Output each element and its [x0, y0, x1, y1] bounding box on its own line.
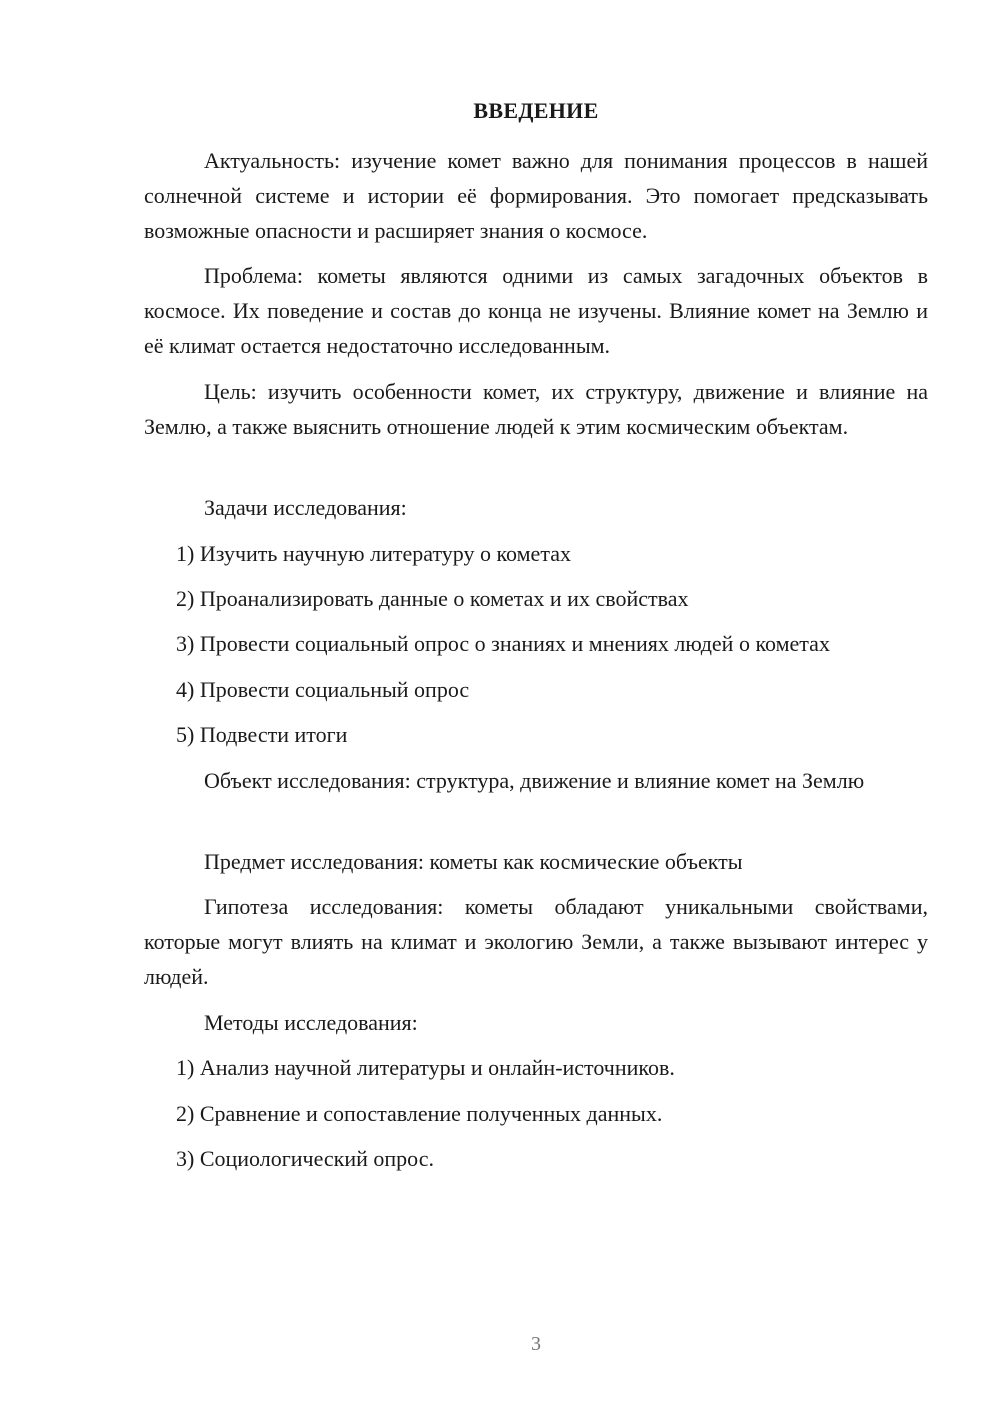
relevance-paragraph: Актуальность: изучение комет важно для понимания процессов в нашей солнечной системе и истории её формирования. Это помогает предсказывать возможные опасности и расширяет знания о космосе. [144, 148, 928, 243]
task-item: 2) Проанализировать данные о кометах и их свойствах [176, 586, 689, 611]
method-item: 3) Социологический опрос. [176, 1146, 434, 1171]
method-item: 2) Сравнение и сопоставление полученных данных. [176, 1101, 663, 1126]
task-item: 1) Изучить научную литературу о кометах [176, 541, 571, 566]
hypothesis-paragraph: Гипотеза исследования: кометы обладают уникальными свойствами, которые могут влиять на климат и экологию Земли, а также вызывают интерес у людей. [144, 894, 928, 989]
problem-paragraph: Проблема: кометы являются одними из самых загадочных объектов в космосе. Их поведение и состав до конца не изучены. Влияние комет на Землю и её климат остается недостаточно исследованным. [144, 263, 928, 358]
object-paragraph: Объект исследования: структура, движение и влияние комет на Землю [204, 768, 865, 793]
task-item: 4) Провести социальный опрос [176, 677, 470, 702]
task-item: 5) Подвести итоги [176, 722, 348, 747]
section-title: ВВЕДЕНИЕ [473, 98, 599, 123]
task-item: 3) Провести социальный опрос о знаниях и мнениях людей о кометах [176, 631, 830, 656]
tasks-heading: Задачи исследования: [204, 495, 407, 520]
page-number: 3 [531, 1333, 541, 1355]
goal-paragraph: Цель: изучить особенности комет, их структуру, движение и влияние на Землю, а также выяснить отношение людей к этим космическим объектам. [144, 379, 928, 439]
method-item: 1) Анализ научной литературы и онлайн-источников. [176, 1055, 675, 1080]
methods-heading: Методы исследования: [204, 1010, 418, 1035]
subject-paragraph: Предмет исследования: кометы как космические объекты [204, 849, 743, 874]
